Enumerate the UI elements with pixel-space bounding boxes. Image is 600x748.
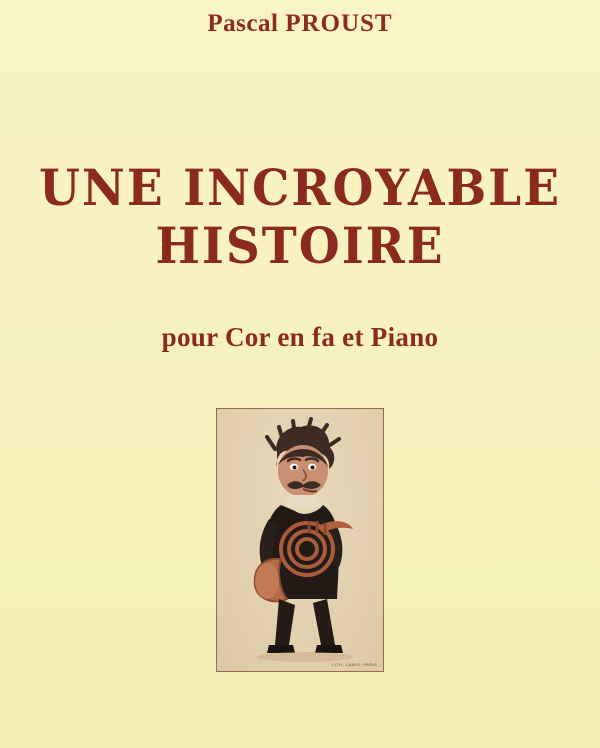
title-line-1: UNE INCROYABLE <box>38 159 562 218</box>
composer-last-name: PROUST <box>285 10 393 37</box>
composer-name <box>0 10 600 38</box>
instrumentation-subtitle: pour Cor en fa et Piano <box>161 322 439 352</box>
illustration-caption: LITH. CAMIS, PARIS <box>332 662 377 667</box>
caricature-horn-player-icon <box>217 409 383 671</box>
composer-first-name: Pascal <box>207 10 279 37</box>
page-title <box>0 160 600 276</box>
cover-illustration <box>216 408 384 672</box>
title-line-2: HISTOIRE <box>155 217 445 276</box>
